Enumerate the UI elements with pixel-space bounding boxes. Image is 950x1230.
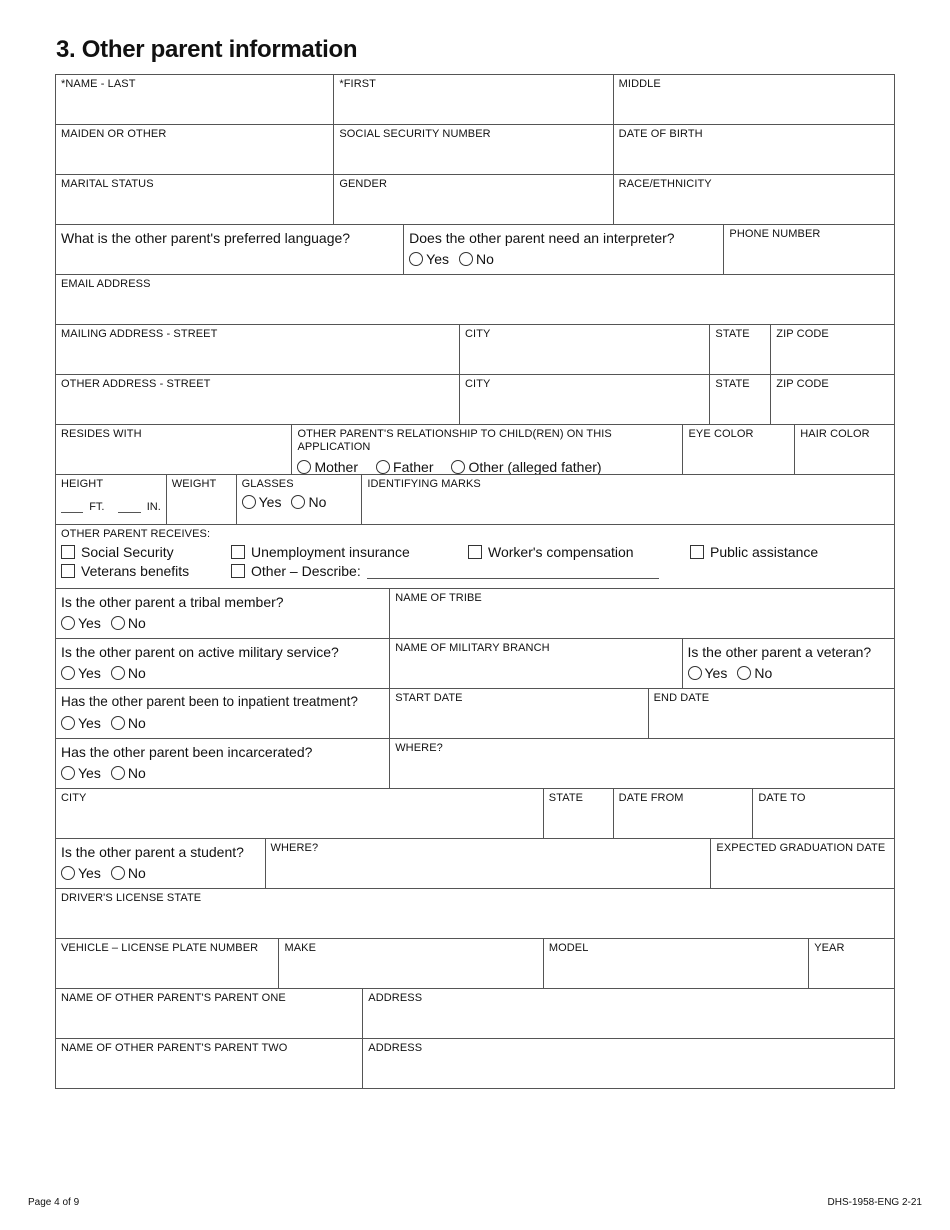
incarcerated-no-radio[interactable] [111,765,146,781]
language-question: What is the other parent's preferred language? [61,230,351,246]
mailing-zip-label: ZIP CODE [776,328,829,340]
checkbox-square [690,545,704,559]
radio-circle [61,766,75,780]
no-label: No [476,251,494,267]
license-plate-field[interactable] [56,939,279,988]
other-parent-form [55,74,895,1089]
mother-label: Mother [314,459,359,474]
other-describe-checkbox[interactable] [231,563,880,579]
radio-circle [409,252,423,266]
tribal-no-radio[interactable] [111,615,146,631]
other-street-label: OTHER ADDRESS - STREET [61,378,211,390]
eye-color-field[interactable] [683,425,795,474]
height-field [56,475,167,524]
incarcerated-yes-radio[interactable] [61,765,101,781]
radio-circle [451,460,465,474]
vehicle-model-field[interactable] [544,939,809,988]
first-name-label: *FIRST [339,78,376,90]
end-date-label: END DATE [653,692,710,704]
military-no-radio[interactable] [111,665,146,681]
radio-circle [737,666,751,680]
tribe-name-label: NAME OF TRIBE [395,592,482,604]
marital-status-label: MARITAL STATUS [61,178,154,190]
language-field[interactable] [56,225,404,274]
license-plate-label: VEHICLE – LICENSE PLATE NUMBER [61,942,259,954]
first-name-field[interactable] [334,75,613,124]
height-inches-input[interactable] [118,502,140,513]
date-to-field[interactable] [753,789,894,838]
yes-label: Yes [78,765,101,781]
row-incarcerated [56,739,894,789]
relationship-label: OTHER PARENT'S RELATIONSHIP TO CHILD(REN) ON THIS APPLICATION [297,428,612,453]
parent-two-name-label: NAME OF OTHER PARENT'S PARENT TWO [61,1042,288,1054]
form-id: DHS-1958-ENG 2-21 [827,1197,922,1208]
no-label: No [127,865,146,881]
radio-circle [61,616,75,630]
radio-circle [291,495,305,509]
workers-comp-label: Worker's compensation [488,544,634,560]
row-military [56,639,894,689]
row-name [56,75,894,125]
incarceration-state-label: STATE [548,792,584,804]
row-relationship [56,425,894,475]
row-incarceration-location [56,789,894,839]
row-language [56,225,894,275]
other-city-field[interactable] [460,375,710,424]
ssn-label: SOCIAL SECURITY NUMBER [339,128,491,140]
gender-label: GENDER [339,178,388,190]
mailing-street-label: MAILING ADDRESS - STREET [61,328,218,340]
school-where-field[interactable] [266,839,712,888]
inches-label: IN. [146,501,161,513]
yes-label: Yes [426,251,449,267]
tribe-name-field[interactable] [390,589,894,638]
date-to-label: DATE TO [758,792,806,804]
no-label: No [127,765,146,781]
row-tribal [56,589,894,639]
row-student [56,839,894,889]
veteran-yes-radio[interactable] [688,665,728,681]
dob-label: DATE OF BIRTH [618,128,703,140]
yes-label: Yes [78,715,101,731]
father-label: Father [393,459,434,474]
row-physical [56,475,894,525]
radio-circle [111,766,125,780]
radio-circle [61,666,75,680]
other-city-label: CITY [465,378,491,390]
row-email [56,275,894,325]
public-assistance-checkbox[interactable] [690,544,880,560]
yes-label: Yes [258,494,282,510]
maiden-name-label: MAIDEN OR OTHER [61,128,167,140]
inpatient-question: Has the other parent been to inpatient treatment? [61,694,358,709]
row-receives [56,525,894,589]
parent-one-address-label: ADDRESS [368,992,423,1004]
radio-circle [297,460,311,474]
tribal-member-field [56,589,390,638]
dob-field[interactable] [614,125,894,174]
height-label: HEIGHT [61,478,104,490]
veterans-benefits-label: Veterans benefits [81,563,190,579]
parent-one-name-field[interactable] [56,989,363,1038]
weight-label: WEIGHT [171,478,217,490]
incarceration-city-label: CITY [61,792,87,804]
no-label: No [127,615,146,631]
incarceration-where-field[interactable] [390,739,894,788]
military-yes-radio[interactable] [61,665,101,681]
resides-with-field[interactable] [56,425,292,474]
row-status [56,175,894,225]
marital-status-field[interactable] [56,175,334,224]
glasses-field [237,475,363,524]
row-vehicle [56,939,894,989]
glasses-no-radio[interactable] [291,494,326,510]
vehicle-model-label: MODEL [548,942,589,954]
weight-field[interactable] [167,475,237,524]
row-identity [56,125,894,175]
public-assistance-label: Public assistance [710,544,819,560]
parent-two-address-field[interactable] [363,1039,894,1088]
radio-circle [111,716,125,730]
height-feet-input[interactable] [61,502,83,513]
student-question: Is the other parent a student? [61,844,244,860]
row-other-address [56,375,894,425]
checkbox-square [61,545,75,559]
no-label: No [127,715,146,731]
mailing-city-label: CITY [465,328,491,340]
other-describe-label: Other – Describe: [251,563,361,579]
school-where-label: WHERE? [270,842,319,854]
checkbox-square [231,564,245,578]
glasses-yes-radio[interactable] [242,494,282,510]
end-date-field[interactable] [649,689,894,738]
incarcerated-question: Has the other parent been incarcerated? [61,744,313,760]
veteran-field [683,639,895,688]
mailing-state-field[interactable] [710,325,771,374]
radio-circle [242,495,256,509]
radio-circle [61,866,75,880]
start-date-field[interactable] [390,689,648,738]
date-from-label: DATE FROM [618,792,684,804]
feet-label: FT. [89,501,105,513]
tribal-yes-radio[interactable] [61,615,101,631]
vehicle-make-label: MAKE [284,942,317,954]
radio-circle [688,666,702,680]
incarceration-city-field[interactable] [56,789,544,838]
row-license [56,889,894,939]
yes-label: Yes [78,665,101,681]
middle-name-field[interactable] [614,75,894,124]
mailing-zip-field[interactable] [771,325,894,374]
military-question: Is the other parent on active military service? [61,644,339,660]
incarceration-where-label: WHERE? [395,742,443,754]
social-security-checkbox[interactable] [61,544,231,560]
checkbox-square [61,564,75,578]
interpreter-yes-radio[interactable] [409,251,449,267]
incarcerated-field [56,739,390,788]
license-state-field[interactable] [56,889,894,938]
last-name-label: *NAME - LAST [61,78,136,90]
yes-label: Yes [78,615,101,631]
workers-comp-checkbox[interactable] [468,544,690,560]
other-state-label: STATE [715,378,750,390]
phone-field[interactable] [724,225,894,274]
veteran-no-radio[interactable] [737,665,772,681]
resides-with-label: RESIDES WITH [61,428,142,440]
relationship-field [292,425,683,474]
identifying-marks-label: IDENTIFYING MARKS [367,478,481,490]
date-from-field[interactable] [614,789,754,838]
radio-circle [459,252,473,266]
graduation-date-field[interactable] [711,839,894,888]
veteran-question: Is the other parent a veteran? [687,644,872,660]
glasses-label: GLASSES [241,478,294,490]
start-date-label: START DATE [395,692,463,704]
last-name-field[interactable] [56,75,334,124]
email-field[interactable] [56,275,894,324]
maiden-name-field[interactable] [56,125,334,174]
race-field[interactable] [614,175,894,224]
military-branch-label: NAME OF MILITARY BRANCH [395,642,550,654]
row-mailing-address [56,325,894,375]
alleged-father-radio[interactable] [451,459,601,474]
military-branch-field[interactable] [390,639,682,688]
student-field [56,839,266,888]
no-label: No [754,665,773,681]
identifying-marks-field[interactable] [362,475,894,524]
military-service-field [56,639,390,688]
row-parent-one [56,989,894,1039]
mother-radio[interactable] [297,459,358,474]
unemployment-label: Unemployment insurance [251,544,410,560]
vehicle-year-label: YEAR [814,942,845,954]
parent-two-name-field[interactable] [56,1039,363,1088]
hair-color-field[interactable] [795,425,894,474]
social-security-label: Social Security [81,544,174,560]
inpatient-no-radio[interactable] [111,715,146,731]
license-state-label: DRIVER'S LICENSE STATE [61,892,202,904]
incarceration-state-field[interactable] [544,789,614,838]
student-yes-radio[interactable] [61,865,101,881]
father-radio[interactable] [376,459,433,474]
eye-color-label: EYE COLOR [688,428,754,440]
ssn-field[interactable] [334,125,613,174]
gender-field[interactable] [334,175,613,224]
other-zip-label: ZIP CODE [776,378,829,390]
radio-circle [61,716,75,730]
veterans-benefits-checkbox[interactable] [61,563,231,579]
interpreter-field [404,225,724,274]
student-no-radio[interactable] [111,865,146,881]
vehicle-year-field[interactable] [809,939,894,988]
no-label: No [308,494,327,510]
graduation-date-label: EXPECTED GRADUATION DATE [716,842,886,854]
alleged-father-label: Other (alleged father) [468,459,602,474]
radio-circle [111,616,125,630]
checkbox-square [231,545,245,559]
radio-circle [111,666,125,680]
middle-name-label: MIDDLE [618,78,661,90]
hair-color-label: HAIR COLOR [800,428,870,440]
tribal-question: Is the other parent a tribal member? [61,594,284,610]
phone-label: PHONE NUMBER [729,228,821,240]
section-title: 3. Other parent information [56,36,358,63]
checkbox-square [468,545,482,559]
mailing-city-field[interactable] [460,325,710,374]
other-street-field[interactable] [56,375,460,424]
vehicle-make-field[interactable] [279,939,543,988]
other-describe-input[interactable] [367,563,659,579]
row-parent-two [56,1039,894,1089]
other-state-field[interactable] [710,375,771,424]
radio-circle [111,866,125,880]
email-label: EMAIL ADDRESS [61,278,151,290]
interpreter-no-radio[interactable] [459,251,494,267]
page-number: Page 4 of 9 [28,1197,80,1208]
other-zip-field[interactable] [771,375,894,424]
receives-field [56,525,894,588]
mailing-state-label: STATE [715,328,750,340]
mailing-street-field[interactable] [56,325,460,374]
unemployment-checkbox[interactable] [231,544,468,560]
row-inpatient [56,689,894,739]
interpreter-question: Does the other parent need an interpreter? [409,230,675,246]
inpatient-yes-radio[interactable] [61,715,101,731]
parent-one-address-field[interactable] [363,989,894,1038]
no-label: No [127,665,146,681]
parent-one-name-label: NAME OF OTHER PARENT'S PARENT ONE [61,992,286,1004]
yes-label: Yes [704,665,728,681]
receives-label: OTHER PARENT RECEIVES: [61,528,211,540]
parent-two-address-label: ADDRESS [368,1042,423,1054]
radio-circle [376,460,390,474]
yes-label: Yes [78,865,101,881]
inpatient-field [56,689,390,738]
race-label: RACE/ETHNICITY [618,178,712,190]
